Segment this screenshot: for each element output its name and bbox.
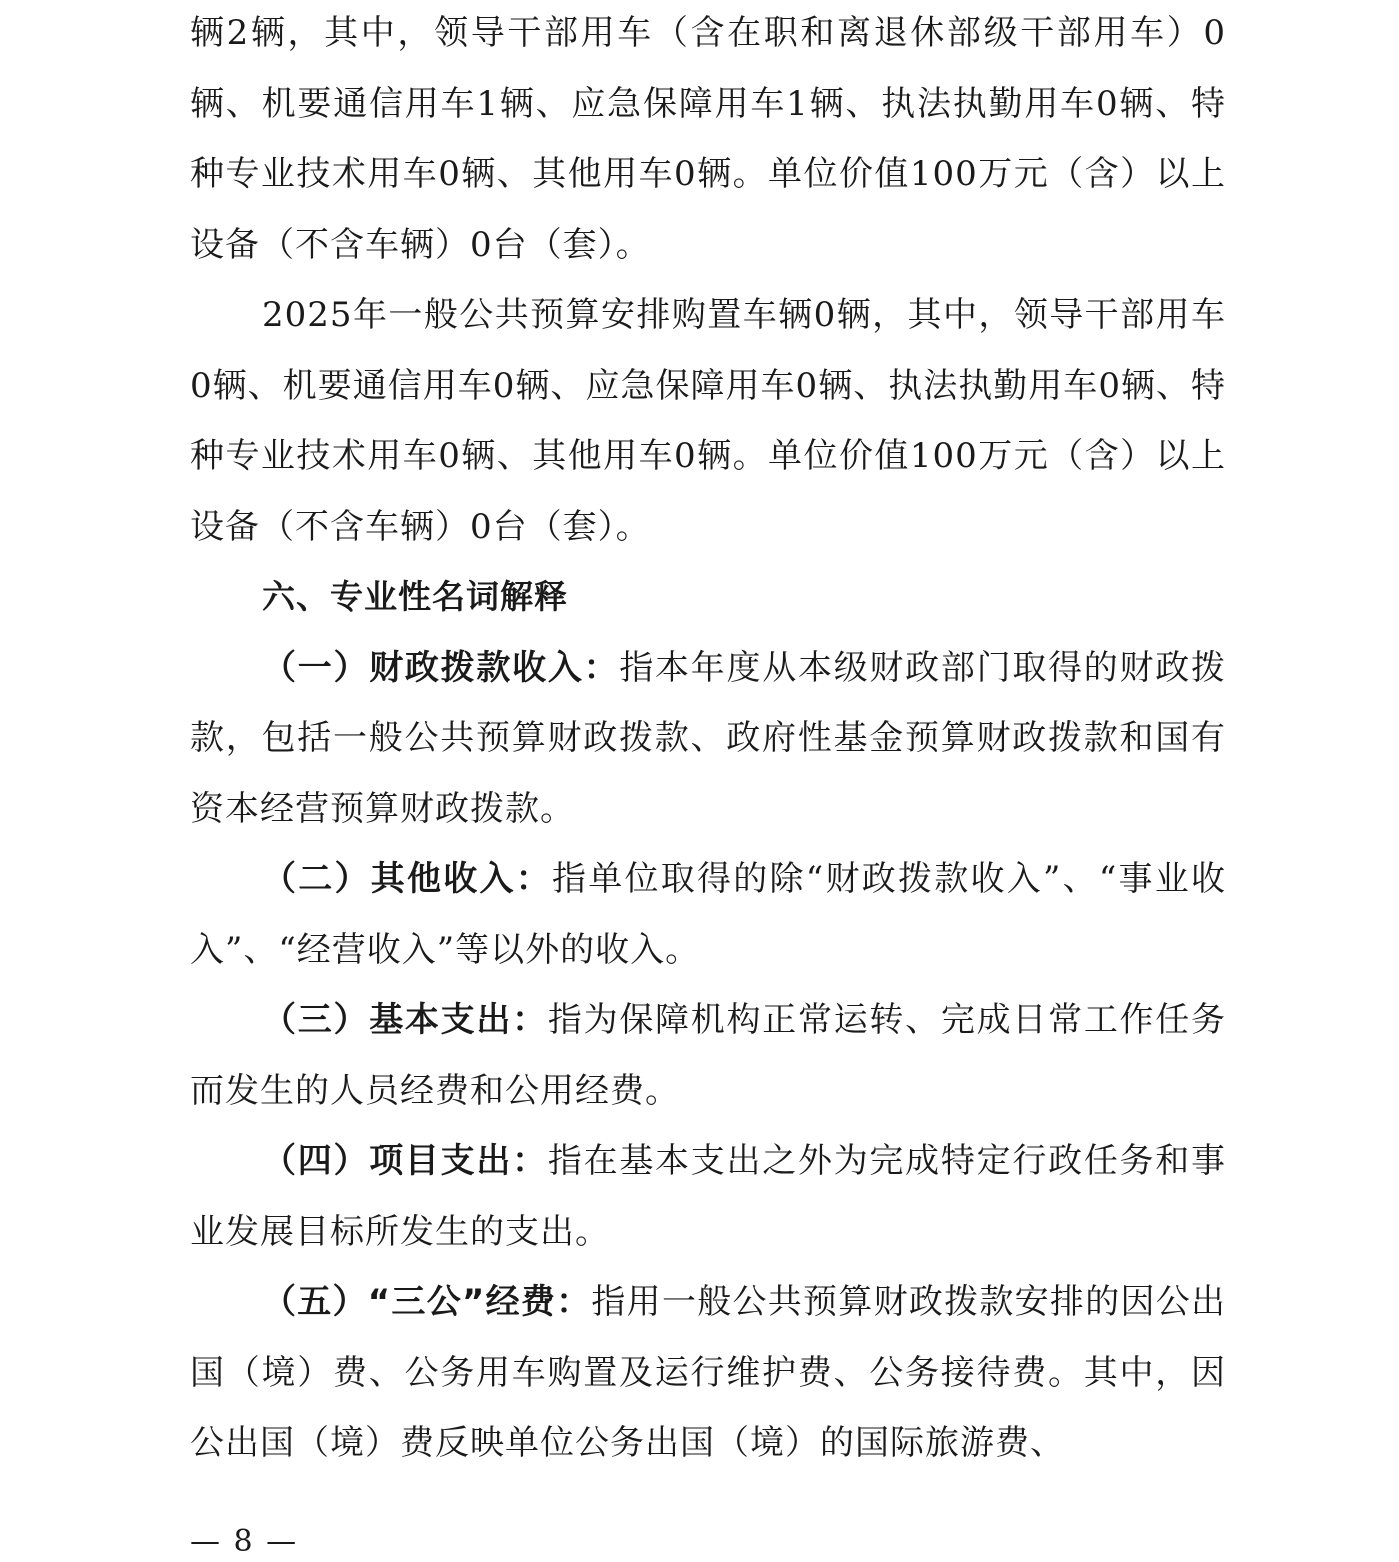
term-definition-other-income <box>190 844 1226 985</box>
term-definition-project-expenditure <box>190 1126 1226 1267</box>
page-number: — 8 — <box>190 1524 299 1559</box>
term-definition-three-public-expenses <box>190 1267 1226 1479</box>
term-label: （二）其他收入： <box>262 859 553 899</box>
term-definition-basic-expenditure <box>190 985 1226 1126</box>
term-text: 指为保障机构正常运转、完成日常工作任务而发生的人员经费和公用经费。 <box>190 1000 1227 1111</box>
document-page <box>190 0 1226 1479</box>
term-text: 指用一般公共预算财政拨款安排的因公出国（境）费、公务用车购置及运行维护费、公务接待费。其中，因公出国（境）费反映单位公务出国（境）的国际旅游费、 <box>190 1282 1226 1463</box>
term-text: 指本年度从本级财政部门取得的财政拨款，包括一般公共预算财政拨款、政府性基金预算财政拨款和国有资本经营预算财政拨款。 <box>190 647 1227 829</box>
term-text: 指单位取得的除“财政拨款收入”、“事业收入”、“经营收入”等以外的收入。 <box>190 859 1226 970</box>
term-label: （三）基本支出： <box>262 1000 548 1040</box>
term-definition-fiscal-allocation-income <box>190 633 1226 845</box>
term-label: （一）财政拨款收入： <box>262 647 620 688</box>
section-heading: 六、专业性名词解释 <box>262 577 568 616</box>
term-text: 指在基本支出之外为完成特定行政任务和事业发展目标所发生的支出。 <box>190 1141 1227 1252</box>
paragraph-vehicles-2025: 2025年一般公共预算安排购置车辆0辆，其中，领导干部用车0辆、机要通信用车0辆、应急保障用车0辆、执法执勤用车0辆、特种专业技术用车0辆、其他用车0辆。单位价值100万元（含）以上设备（不含车辆）0台（套）。 <box>190 295 1226 547</box>
term-label: （四）项目支出： <box>262 1141 548 1181</box>
term-label: （五）“三公”经费： <box>262 1282 592 1322</box>
paragraph-vehicles-2024: 辆2辆，其中，领导干部用车（含在职和离退休部级干部用车）0辆、机要通信用车1辆、应急保障用车1辆、执法执勤用车0辆、特种专业技术用车0辆、其他用车0辆。单位价值100万元（含）以上设备（不含车辆）0台（套）。 <box>190 13 1226 265</box>
